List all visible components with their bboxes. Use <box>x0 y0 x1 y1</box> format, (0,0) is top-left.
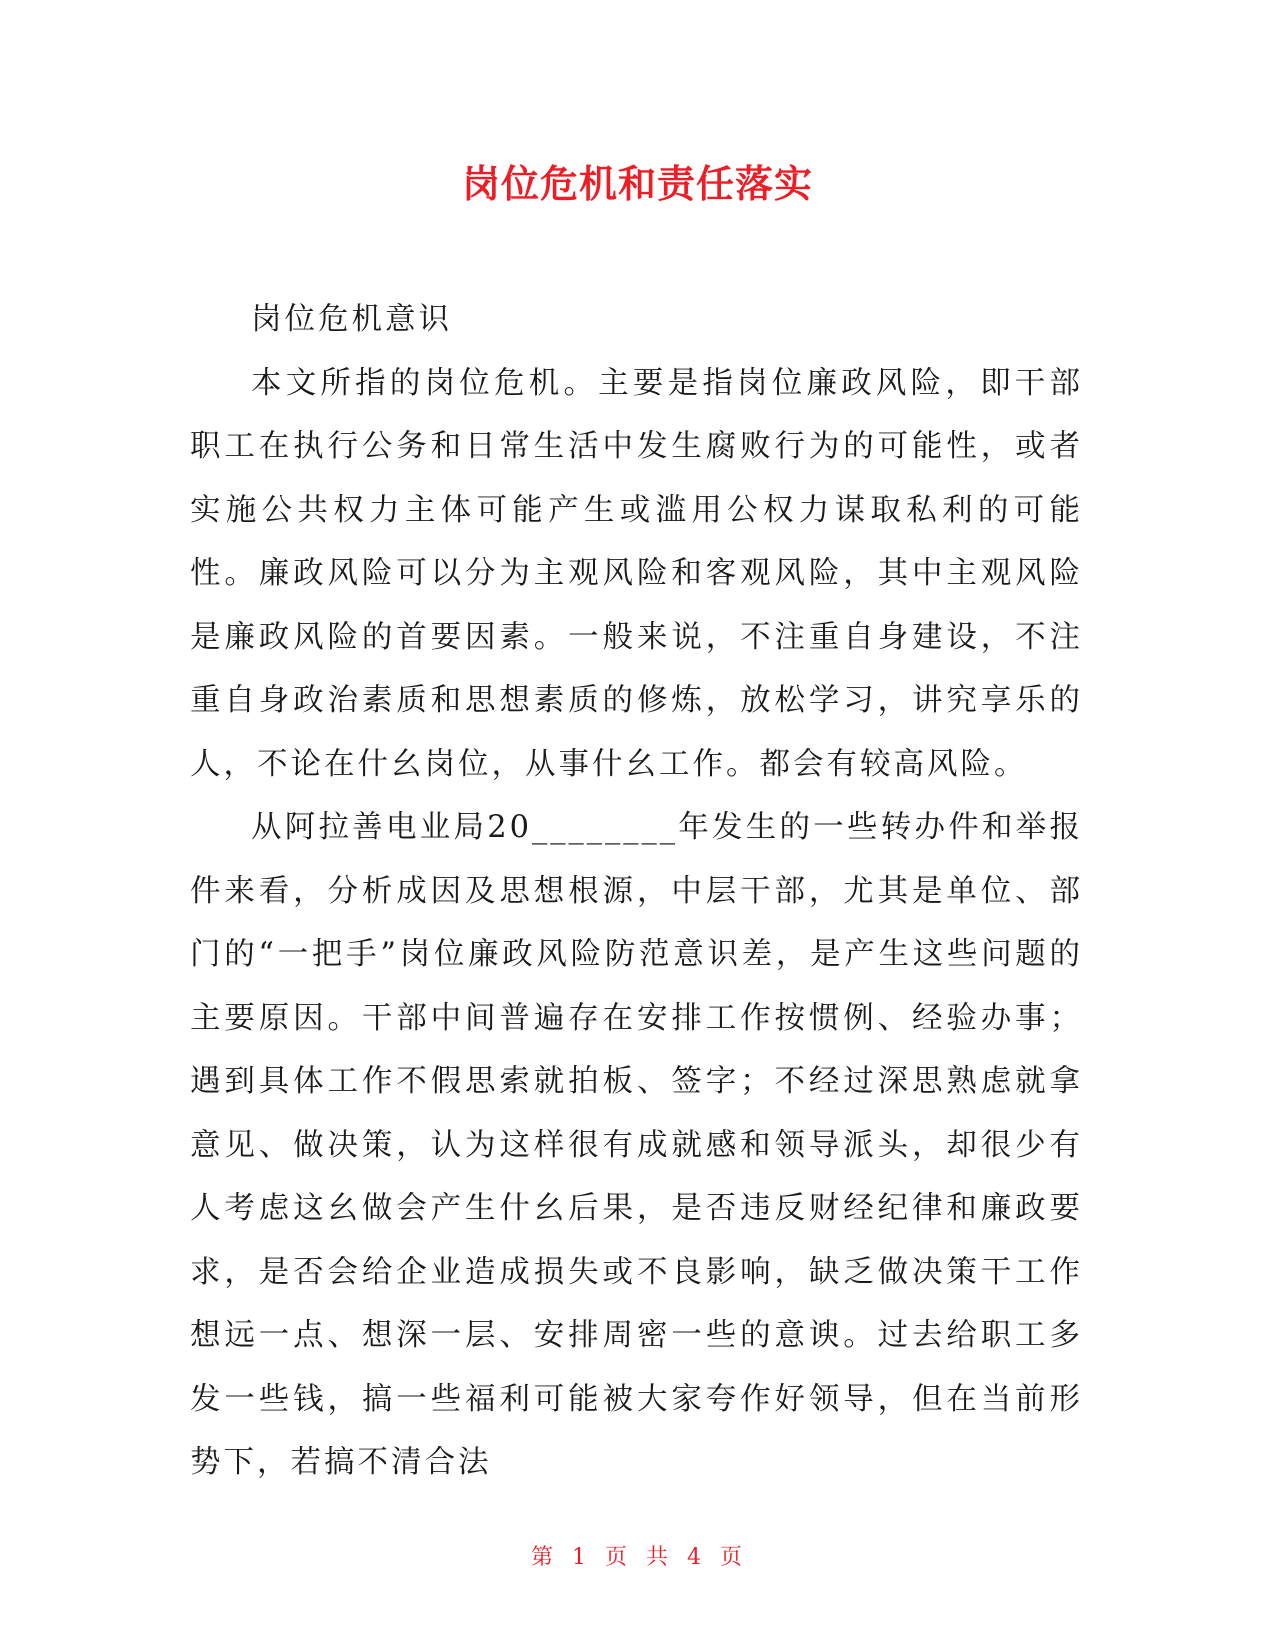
document-body <box>190 288 1083 1495</box>
paragraph: 从阿拉善电业局20________年发生的一些转办件和举报件来看，分析成因及思想根源，中层干部，尤其是单位、部门的“一把手”岗位廉政风险防范意识差，是产生这些问题的主要原因。干部中间普遍存在安排工作按惯例、经验办事；遇到具体工作不假思索就拍板、签字；不经过深思熟虑就拿意见、做决策，认为这样很有成就感和领导派头，却很少有人考虑这幺做会产生什幺后果，是否违反财经纪律和廉政要求，是否会给企业造成损失或不良影响，缺乏做决策干工作想远一点、想深一层、安排周密一些的意谀。过去给职工多发一些钱，搞一些福利可能被大家夸作好领导，但在当前形势下，若搞不清合法 <box>190 810 1083 1480</box>
paragraph-heading: 岗位危机意识 <box>251 302 452 337</box>
paragraph: 本文所指的岗位危机。主要是指岗位廉政风险，即干部职工在执行公务和日常生活中发生腐败行为的可能性，或者实施公共权力主体可能产生或滥用公权力谋取私利的可能性。廉政风险可以分为主观风险和客观风险，其中主观风险是廉政风险的首要因素。一般来说，不注重自身建设，不注重自身政治素质和思想素质的修炼，放松学习，讲究享乐的人，不论在什幺岗位，从事什幺工作。都会有较高风险。 <box>190 365 1083 782</box>
page-footer: 第 1 页 共 4 页 <box>531 1545 744 1570</box>
document-title: 岗位危机和责任落实 <box>461 162 813 206</box>
